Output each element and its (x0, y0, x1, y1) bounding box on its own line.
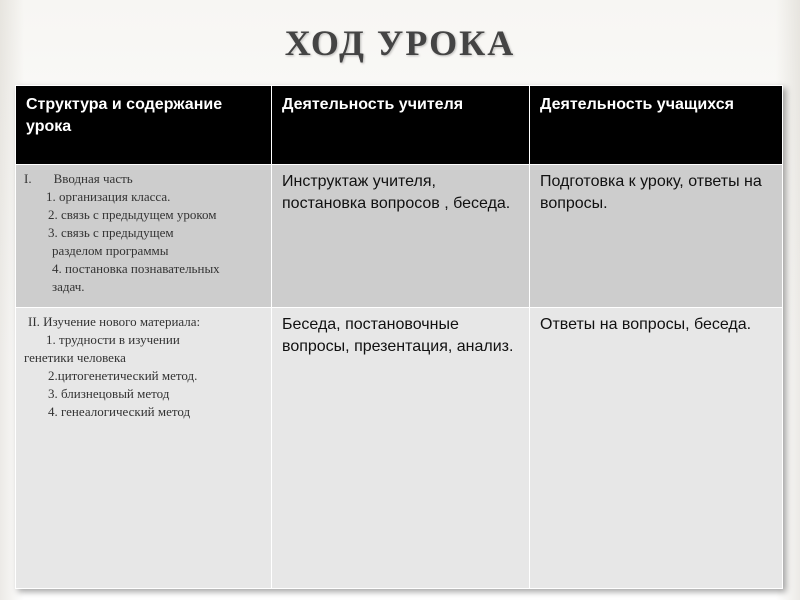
section-number: I. (24, 171, 32, 186)
list-item: 1. трудности в изучении (46, 332, 180, 347)
header-structure: Структура и содержание урока (16, 86, 272, 165)
list-item: задач. (52, 279, 85, 294)
student-activity-cell: Ответы на вопросы, беседа. (530, 308, 783, 589)
header-teacher-activity: Деятельность учителя (272, 86, 530, 165)
list-item: генетики человека (24, 350, 126, 365)
section-heading (24, 170, 265, 188)
list-item: 4. генеалогический метод (48, 404, 191, 419)
teacher-activity-cell: Беседа, постановочные вопросы, презентация, анализ. (272, 308, 530, 589)
list-item: 2.цитогенетический метод. (48, 368, 198, 383)
section-title: Вводная часть (53, 171, 133, 186)
student-activity-cell: Подготовка к уроку, ответы на вопросы. (530, 165, 783, 308)
table-row (16, 308, 783, 589)
list-item: 3. связь с предыдущем (48, 225, 174, 240)
table-header-row (16, 86, 783, 165)
section-heading: II. Изучение нового материала: (28, 314, 201, 329)
structure-cell (16, 308, 272, 589)
list-item: 2. связь с предыдущем уроком (48, 207, 217, 222)
list-item: разделом программы (52, 243, 169, 258)
teacher-activity-cell: Инструктаж учителя, постановка вопросов , беседа. (272, 165, 530, 308)
slide-title: ХОД УРОКА (284, 23, 516, 63)
header-student-activity: Деятельность учащихся (530, 86, 783, 165)
lesson-table (15, 85, 783, 589)
structure-cell (16, 165, 272, 308)
table-row (16, 165, 783, 308)
list-item: 1. организация класса. (46, 189, 171, 204)
list-item: 3. близнецовый метод (48, 386, 170, 401)
list-item: 4. постановка познавательных (52, 261, 220, 276)
